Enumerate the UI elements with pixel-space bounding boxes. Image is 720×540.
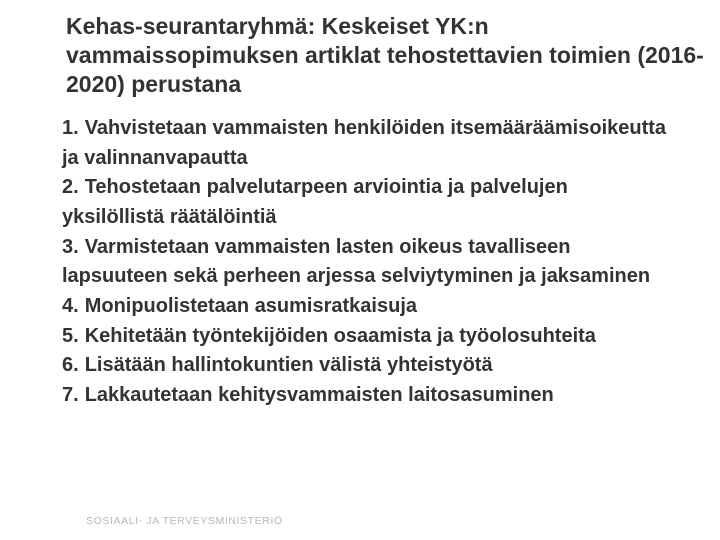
list-item bbox=[62, 381, 672, 411]
list-item bbox=[62, 114, 672, 173]
item-text: Lakkautetaan kehitysvammaisten laitosasuminen bbox=[84, 384, 554, 407]
item-number: 7. bbox=[62, 384, 79, 407]
list-item bbox=[62, 292, 672, 322]
ministry-footer: SOSIAALI- JA TERVEYSMINISTERIÖ bbox=[86, 515, 283, 527]
item-number: 5. bbox=[62, 324, 79, 347]
item-number: 6. bbox=[62, 354, 79, 377]
list-item bbox=[62, 351, 672, 381]
item-text: Vahvistetaan vammaisten henkilöiden itsemääräämisoikeutta ja valinnanvapautta bbox=[62, 117, 667, 169]
slide-title: Kehas-seurantaryhmä: Keskeiset YK:n vammaissopimuksen artiklat tehostettavien toimien (2016-2020) perustana bbox=[66, 13, 704, 97]
item-number: 4. bbox=[62, 294, 79, 317]
item-text: Lisätään hallintokuntien välistä yhteistyötä bbox=[84, 354, 493, 377]
item-text: Varmistetaan vammaisten lasten oikeus tavalliseen lapsuuteen sekä perheen arjessa selviytyminen ja jaksaminen bbox=[62, 235, 651, 288]
item-number: 2. bbox=[62, 176, 79, 199]
item-number: 3. bbox=[62, 235, 79, 258]
action-list bbox=[62, 114, 672, 411]
list-item bbox=[62, 233, 672, 292]
list-item bbox=[62, 322, 672, 352]
list-item bbox=[62, 173, 672, 232]
item-number: 1. bbox=[62, 117, 79, 139]
item-text: Monipuolistetaan asumisratkaisuja bbox=[84, 294, 418, 317]
item-text: Tehostetaan palvelutarpeen arviointia ja palvelujen yksilöllistä räätälöintiä bbox=[62, 176, 568, 228]
item-text: Kehitetään työntekijöiden osaamista ja työolosuhteita bbox=[84, 324, 596, 347]
